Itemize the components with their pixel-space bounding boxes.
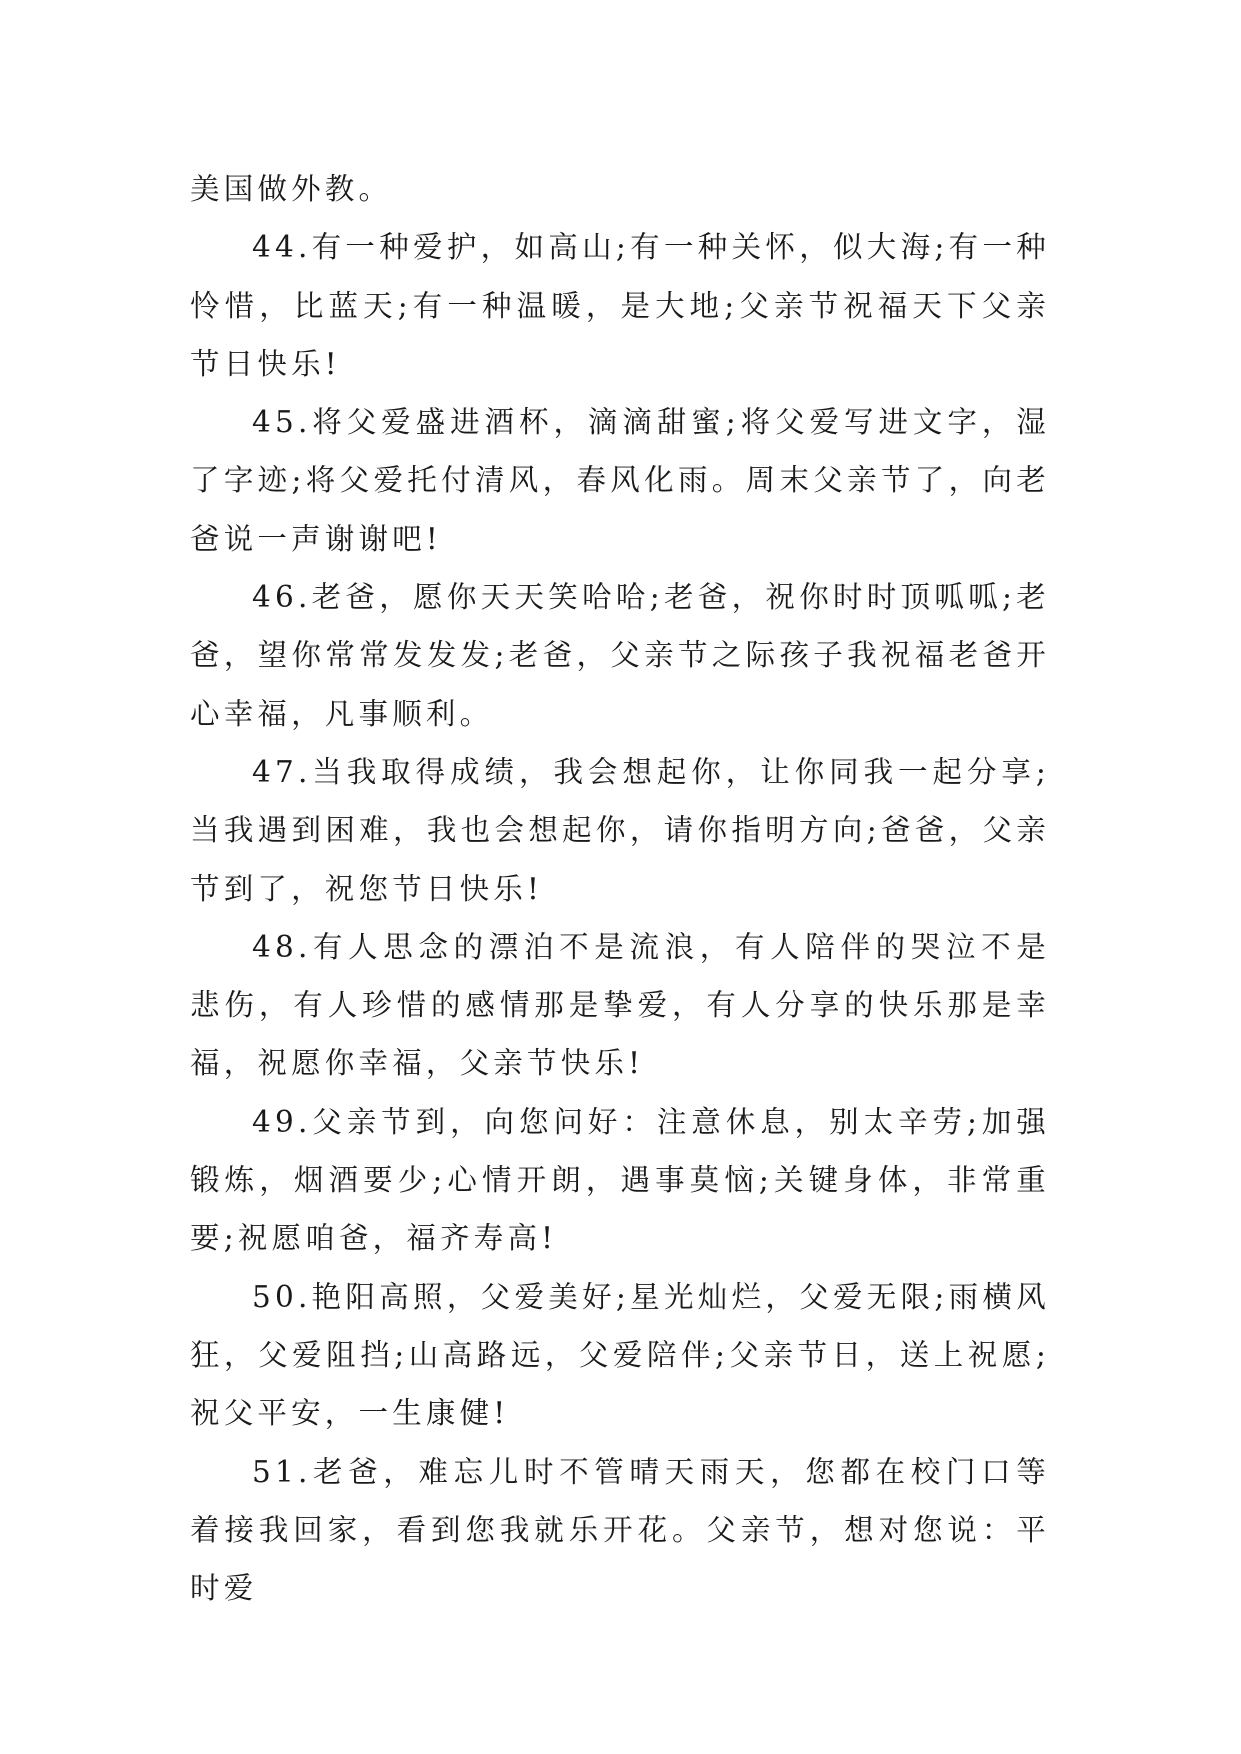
- paragraph-49: 49.父亲节到，向您问好：注意休息，别太辛劳;加强锻炼，烟酒要少;心情开朗，遇事莫恼;关键身体，非常重要;祝愿咱爸，福齐寿高!: [190, 1104, 1050, 1256]
- paragraph-46: 46.老爸，愿你天天笑哈哈;老爸，祝你时时顶呱呱;老爸，望你常常发发发;老爸，父亲节之际孩子我祝福老爸开心幸福，凡事顺利。: [190, 580, 1050, 731]
- paragraph-45: 45.将父爱盛进酒杯，滴滴甜蜜;将父爱写进文字，湿了字迹;将父爱托付清风，春风化雨。周末父亲节了，向老爸说一声谢谢吧!: [190, 405, 1050, 556]
- paragraph-44: 44.有一种爱护，如高山;有一种关怀，似大海;有一种怜惜，比蓝天;有一种温暖，是大地;父亲节祝福天下父亲节日快乐!: [190, 230, 1050, 381]
- paragraph-47: 47.当我取得成绩，我会想起你，让你同我一起分享;当我遇到困难，我也会想起你，请你指明方向;爸爸，父亲节到了，祝您节日快乐!: [190, 754, 1050, 906]
- paragraph-48: 48.有人思念的漂泊不是流浪，有人陪伴的哭泣不是悲伤，有人珍惜的感情那是挚爱，有人分享的快乐那是幸福，祝愿你幸福，父亲节快乐!: [190, 929, 1050, 1081]
- paragraph-continuation: 美国做外教。: [190, 172, 393, 206]
- document-body: [190, 160, 1050, 1617]
- paragraph-50: 50.艳阳高照，父爱美好;星光灿烂，父爱无限;雨横风狂，父爱阻挡;山高路远，父爱陪伴;父亲节日，送上祝愿;祝父平安，一生康健!: [190, 1279, 1050, 1431]
- paragraph-51: 51.老爸，难忘儿时不管晴天雨天，您都在校门口等着接我回家，看到您我就乐开花。父亲节，想对您说：平时爱: [190, 1454, 1050, 1606]
